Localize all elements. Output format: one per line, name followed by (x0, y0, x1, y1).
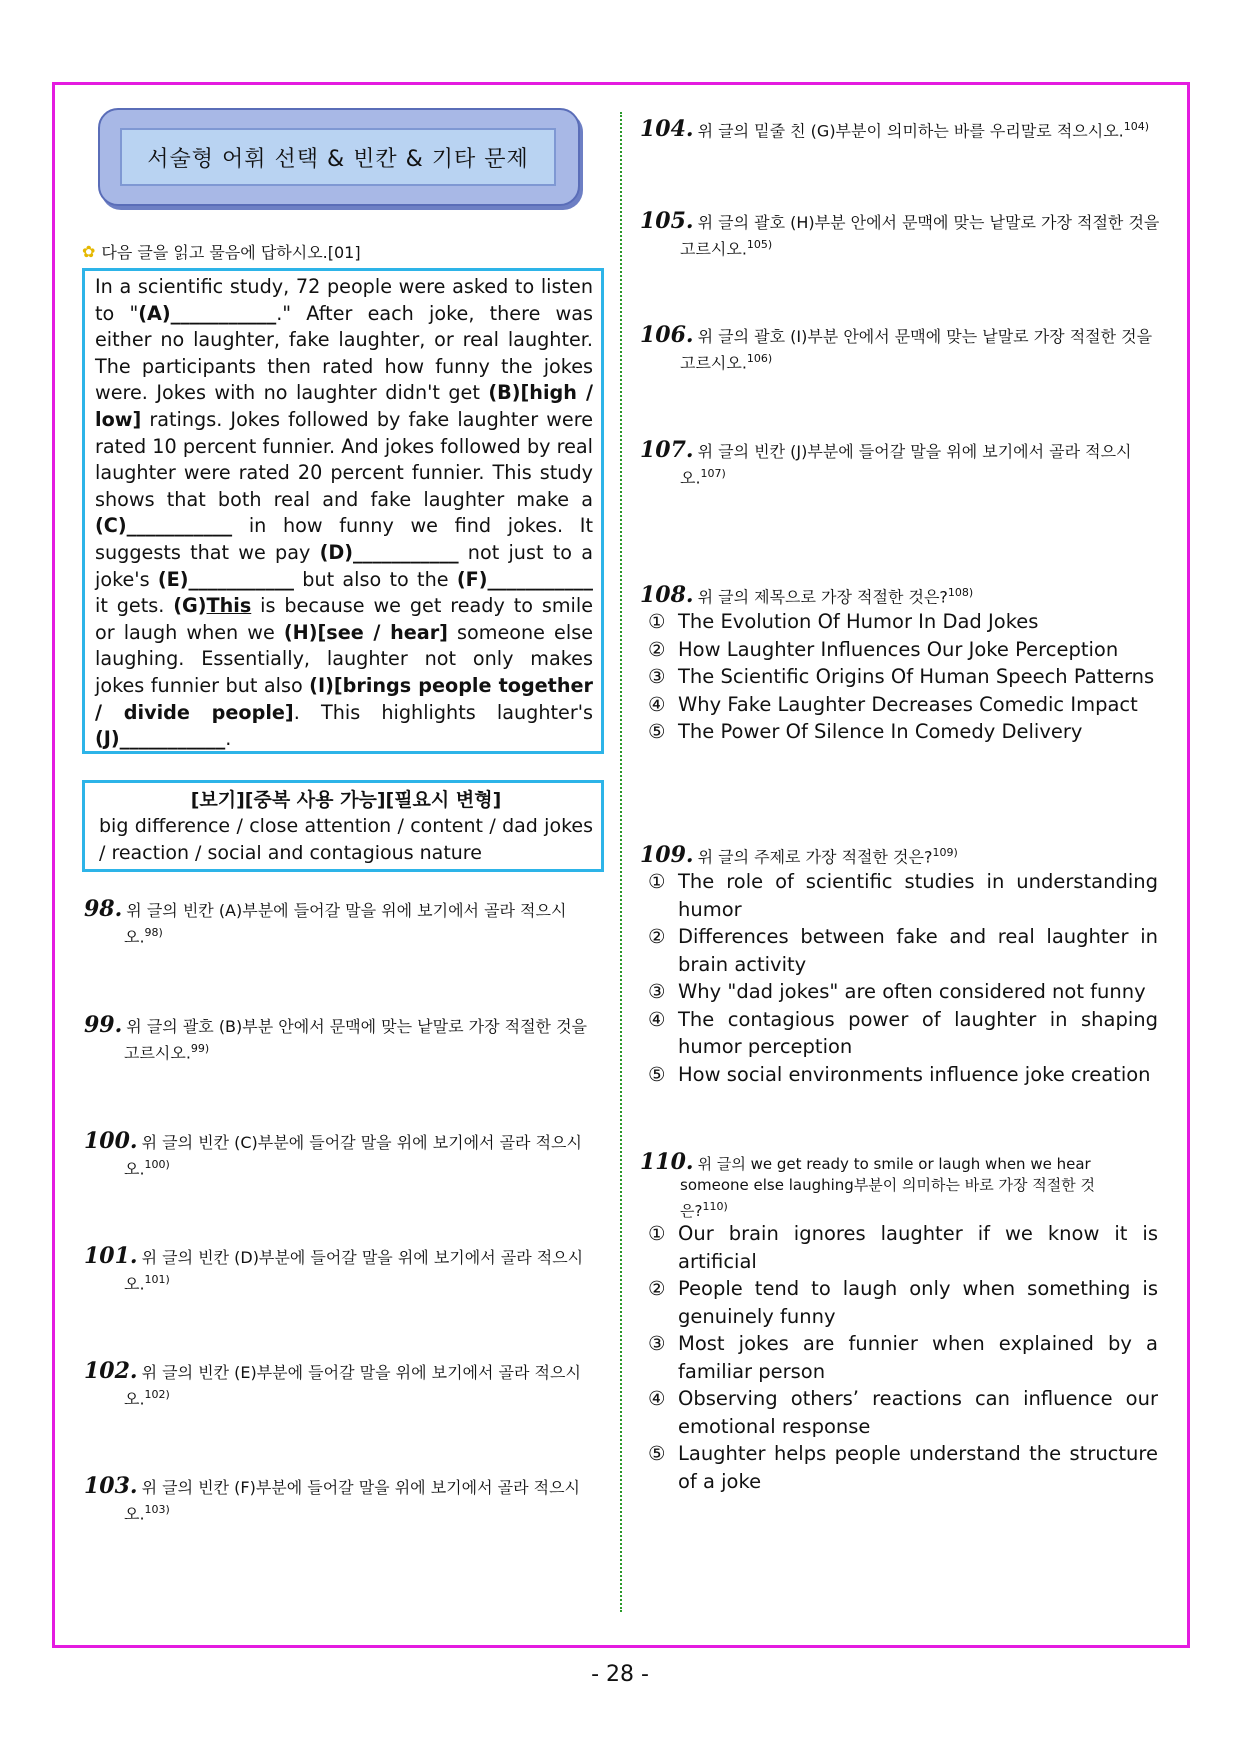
footnote-ref: 101) (144, 1273, 170, 1286)
label-g: (G) (173, 594, 207, 618)
question-text: 위 글의 괄호 (H)부분 안에서 문맥에 맞는 낱말로 가장 적절한 것을 (697, 213, 1160, 232)
question-text-cont: 오. (124, 1504, 145, 1524)
passage-text: but also to the (294, 567, 457, 591)
column-divider (620, 112, 622, 1612)
option-text: Our brain ignores laughter if we know it is artificial (678, 1222, 1158, 1273)
option-item[interactable] (648, 1006, 1158, 1061)
option-item[interactable] (648, 923, 1158, 978)
question-text: 위 글의 빈칸 (F)부분에 들어갈 말을 위에 보기에서 골라 적으시 (141, 1478, 580, 1497)
footnote-ref: 108) (947, 586, 974, 599)
question-number: 103. (84, 1473, 138, 1499)
question-106 (640, 324, 1160, 374)
option-text: The Scientific Origins Of Human Speech Patterns (678, 665, 1155, 688)
question-text-cont: 은? (680, 1202, 703, 1220)
question-text-cont: 오. (124, 927, 145, 947)
option-mark: ③ (648, 1332, 666, 1355)
instruction-text: 다음 글을 읽고 물음에 답하시오.[01] (101, 243, 361, 262)
footnote-ref: 107) (700, 467, 726, 480)
option-text: How social environments influence joke creation (678, 1062, 1151, 1086)
footnote-ref: 99) (190, 1042, 210, 1055)
question-104 (640, 116, 1160, 142)
question-number: 108. (640, 582, 694, 609)
question-number: 102. (84, 1358, 138, 1384)
passage-text: ratings. Jokes followed by fake laughter were rated 10 percent funnier. And jokes followed by real laughter were rated 20 percent funnier. This study shows that both real and fake laughter make a (95, 407, 593, 511)
question-text: 위 글의 주제로 가장 적절한 것은? (697, 847, 933, 867)
word-bank-box (82, 780, 604, 872)
option-item[interactable] (648, 1275, 1158, 1330)
option-item[interactable] (648, 868, 1158, 923)
option-item[interactable] (648, 1061, 1158, 1089)
option-mark: ② (648, 925, 666, 948)
passage-text: in how funny we find jokes. It suggests that we pay (95, 514, 593, 564)
question-text: 위 글의 빈칸 (E)부분에 들어갈 말을 위에 보기에서 골라 적으시 (141, 1363, 581, 1382)
word-bank-words: big difference / close attention / content / dad jokes / reaction / social and contagious nature (99, 815, 593, 864)
passage-text: someone else laughing. Essentially, laughter not only makes jokes funnier but also (95, 620, 593, 697)
question-text-cont: 오. (124, 1159, 145, 1179)
question-text: 위 글의 빈칸 (C)부분에 들어갈 말을 위에 보기에서 골라 적으시 (141, 1133, 582, 1152)
option-text: The role of scientific studies in understanding humor (678, 870, 1158, 921)
footnote-ref: 98) (144, 926, 163, 939)
option-text: The Power Of Silence In Comedy Delivery (678, 720, 1083, 743)
option-text: Why Fake Laughter Decreases Comedic Impact (678, 692, 1138, 716)
question-text-cont: someone else laughing부분이 의미하는 바로 가장 적절한 것 (680, 1176, 1096, 1194)
question-text-cont: 오. (124, 1389, 145, 1409)
option-text: The Evolution Of Humor In Dad Jokes (678, 610, 1039, 633)
question-109 (640, 842, 1160, 868)
option-mark: ① (648, 1222, 666, 1245)
question-number: 105. (640, 208, 694, 234)
option-text: Differences between fake and real laughter in brain activity (678, 925, 1158, 976)
question-107 (640, 439, 1160, 489)
question-number: 106. (640, 322, 694, 348)
question-text: 위 글의 빈칸 (A)부분에 들어갈 말을 위에 보기에서 골라 적으시 (126, 901, 567, 920)
blank-d: (D)___________ (319, 540, 459, 564)
question-text: 위 글의 괄호 (B)부분 안에서 문맥에 맞는 낱말로 가장 적절한 것을 (126, 1017, 588, 1036)
option-item[interactable] (648, 1385, 1158, 1440)
footnote-ref: 109) (932, 846, 958, 859)
instruction (82, 240, 361, 263)
question-108 (640, 582, 1160, 608)
option-text: Observing others’ reactions can influence our emotional response (678, 1387, 1158, 1438)
option-mark: ① (648, 870, 666, 893)
option-item[interactable] (648, 691, 1158, 719)
underlined-g: This (206, 594, 252, 618)
page-number: - 28 - (591, 1662, 649, 1687)
option-mark: ③ (648, 980, 666, 1003)
question-99 (84, 1014, 604, 1064)
question-text: 위 글의 밑줄 친 (G)부분이 의미하는 바를 우리말로 적으시오. (697, 121, 1124, 141)
question-number: 101. (84, 1243, 138, 1269)
option-mark: ① (648, 610, 666, 633)
question-text: 위 글의 빈칸 (J)부분에 들어갈 말을 위에 보기에서 골라 적으시 (697, 442, 1132, 461)
footnote-ref: 110) (702, 1200, 728, 1213)
question-number: 104. (640, 116, 694, 143)
question-101 (84, 1245, 604, 1295)
option-item[interactable] (648, 718, 1158, 746)
option-text: Laughter helps people understand the structure of a joke (678, 1442, 1158, 1493)
question-text: 위 글의 빈칸 (D)부분에 들어갈 말을 위에 보기에서 골라 적으시 (141, 1248, 584, 1267)
flower-icon: ✿ (82, 242, 96, 261)
word-bank-title: [보기][중복 사용 가능][필요시 변형] (190, 789, 502, 811)
option-text: How Laughter Influences Our Joke Perception (678, 637, 1119, 661)
passage-text: . This highlights laughter's (293, 700, 593, 724)
passage-text: In a scientific study, 72 people were asked to listen to " (95, 275, 593, 325)
option-mark: ⑤ (648, 1062, 666, 1086)
blank-a: (A)___________ (138, 301, 277, 325)
footnote-ref: 106) (746, 352, 773, 365)
question-text: 위 글의 괄호 (I)부분 안에서 문맥에 맞는 낱말로 가장 적절한 것을 (697, 327, 1153, 346)
question-number: 98. (84, 896, 123, 922)
question-102 (84, 1360, 604, 1410)
option-text: Why "dad jokes" are often considered not funny (678, 980, 1146, 1003)
option-item[interactable] (648, 1440, 1158, 1495)
options-108 (648, 608, 1158, 746)
choice-i: (I)[brings people together / divide people] (95, 673, 593, 724)
footnote-ref: 103) (144, 1503, 170, 1516)
question-105 (640, 210, 1160, 260)
blank-f: (F)___________ (456, 567, 593, 591)
question-number: 99. (84, 1012, 123, 1038)
passage-text: not just to a joke's (95, 540, 593, 591)
option-mark: ④ (648, 1007, 666, 1031)
option-mark: ② (648, 637, 666, 661)
option-item[interactable] (648, 636, 1158, 664)
option-mark: ② (648, 1277, 666, 1300)
question-number: 109. (640, 842, 694, 869)
question-text-cont: 고르시오. (680, 353, 747, 373)
question-text: 위 글의 제목으로 가장 적절한 것은? (697, 587, 948, 607)
passage-text: is because we get ready to smile or laugh when we (95, 594, 593, 644)
option-item[interactable] (648, 608, 1158, 636)
passage-text: it gets. (95, 594, 174, 618)
question-number: 107. (640, 437, 694, 463)
option-item[interactable] (648, 663, 1158, 691)
footnote-ref: 102) (144, 1388, 170, 1401)
question-text-cont: 오. (680, 468, 701, 488)
question-text-cont: 고르시오. (124, 1043, 191, 1063)
blank-e: (E)___________ (157, 567, 295, 591)
option-text: Most jokes are funnier when explained by a familiar person (678, 1332, 1158, 1383)
option-text: People tend to laugh only when something is genuinely funny (678, 1277, 1158, 1328)
reading-passage (82, 268, 604, 754)
option-item[interactable] (648, 1220, 1158, 1275)
option-mark: ④ (648, 692, 666, 716)
option-item[interactable] (648, 1330, 1158, 1385)
option-mark: ③ (648, 665, 666, 688)
question-98 (84, 898, 604, 948)
choice-h: (H)[see / hear] (283, 620, 448, 644)
option-item[interactable] (648, 978, 1158, 1006)
choice-b: (B)[high / low] (95, 381, 593, 431)
question-103 (84, 1475, 604, 1525)
option-mark: ⑤ (648, 720, 666, 743)
blank-j: (J)___________ (95, 727, 226, 751)
question-text-cont: 고르시오. (680, 239, 747, 259)
question-text-cont: 오. (124, 1274, 145, 1294)
option-text: The contagious power of laughter in shaping humor perception (678, 1007, 1158, 1058)
footnote-ref: 105) (746, 238, 773, 251)
passage-text: . (225, 727, 232, 751)
options-110 (648, 1220, 1158, 1495)
question-110 (640, 1149, 1160, 1222)
option-mark: ④ (648, 1387, 666, 1410)
question-100 (84, 1130, 604, 1180)
options-109 (648, 868, 1158, 1088)
section-title: 서술형 어휘 선택 & 빈칸 & 기타 문제 (120, 128, 556, 186)
blank-c: (C)___________ (95, 514, 233, 538)
question-text: 위 글의 we get ready to smile or laugh when we hear (697, 1155, 1091, 1173)
footnote-ref: 100) (144, 1158, 170, 1171)
passage-text: ." After each joke, there was either no laughter, fake laughter, or real laughter. The participants then rated how funny the jokes were. Jokes with no laughter didn't get (95, 301, 593, 405)
question-number: 110. (640, 1149, 694, 1175)
footnote-ref: 104) (1123, 120, 1150, 133)
option-mark: ⑤ (648, 1442, 666, 1465)
question-number: 100. (84, 1128, 138, 1154)
